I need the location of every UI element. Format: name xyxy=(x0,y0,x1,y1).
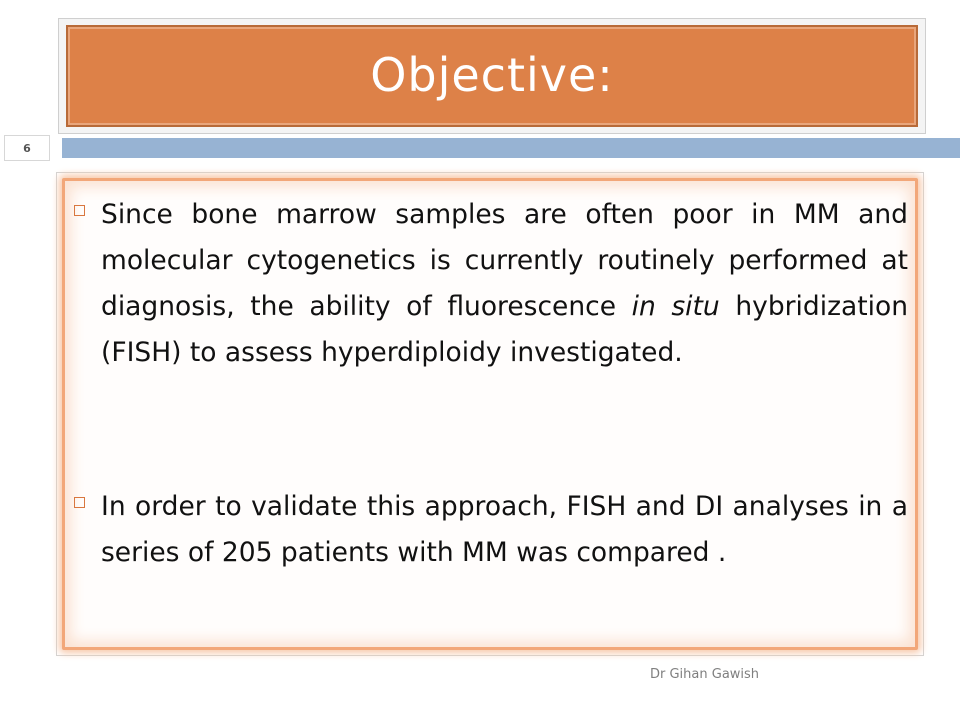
bullet-item-1 xyxy=(74,192,908,376)
bullet-1-part-2: hybridization (FISH) to assess hyperdiploidy investigated. xyxy=(101,291,908,368)
footer-author: Dr Gihan Gawish xyxy=(650,667,760,682)
slide-number: 6 xyxy=(4,135,50,161)
bullet-text-2: In order to validate this approach, FISH and DI analyses in a series of 205 patients with MM was compared . xyxy=(101,491,908,568)
title-box xyxy=(66,25,918,127)
bullet-text-1 xyxy=(101,192,908,376)
bullet-1-italic: in situ xyxy=(631,291,720,322)
bullet-1-part-1: Since bone marrow samples are often poor in MM and molecular cytogenetics is currently routinely performed at diagnosis, the ability of fluorescence xyxy=(101,199,908,322)
square-bullet-icon xyxy=(74,205,85,216)
bullet-item-2 xyxy=(74,484,908,576)
slide-title: Objective: xyxy=(370,48,614,102)
square-bullet-icon xyxy=(74,497,85,508)
header-bar xyxy=(62,138,960,158)
